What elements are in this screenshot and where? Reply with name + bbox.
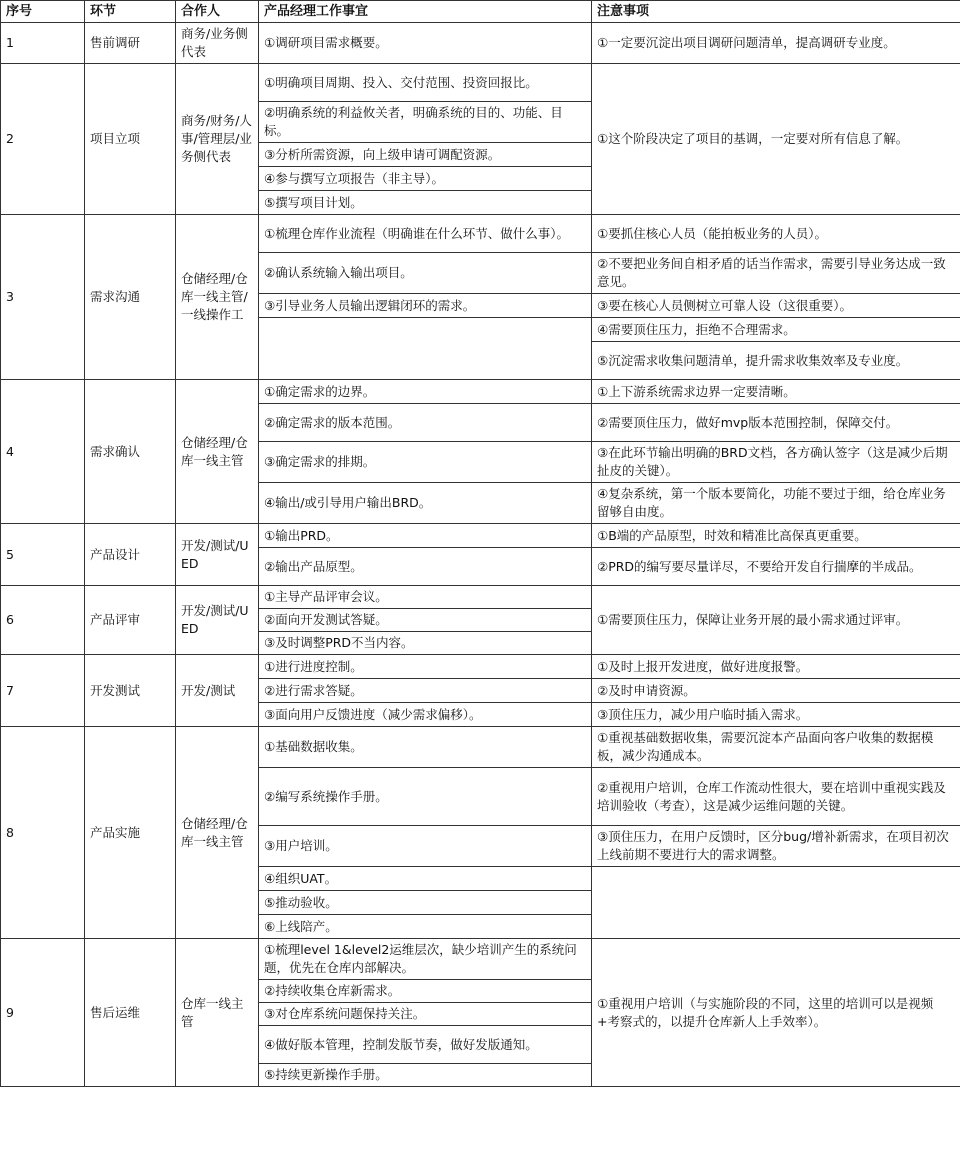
note-cell: ④复杂系统，第一个版本要简化，功能不要过于细，给仓库业务留够自由度。 xyxy=(592,483,960,524)
note-cell: ①上下游系统需求边界一定要清晰。 xyxy=(592,380,960,404)
table-row xyxy=(1,939,960,980)
owner-cell: 仓储经理/仓库一线主管 xyxy=(176,380,259,524)
row-number: 2 xyxy=(1,64,85,215)
table-row xyxy=(1,655,960,679)
note-cell: ③在此环节输出明确的BRD文档，各方确认签字（这是减少后期扯皮的关键）。 xyxy=(592,442,960,483)
note-cell: ①重视用户培训（与实施阶段的不同，这里的培训可以是视频+考察式的，以提升仓库新人上手效率）。 xyxy=(592,939,960,1087)
row-number: 4 xyxy=(1,380,85,524)
task-cell: ①明确项目周期、投入、交付范围、投资回报比。 xyxy=(259,64,592,102)
task-cell: ②进行需求答疑。 xyxy=(259,679,592,703)
table-row xyxy=(1,727,960,768)
note-cell: ⑤沉淀需求收集问题清单，提升需求收集效率及专业度。 xyxy=(592,342,960,380)
task-cell: ②编写系统操作手册。 xyxy=(259,768,592,826)
task-cell: ①进行进度控制。 xyxy=(259,655,592,679)
stage-cell: 开发测试 xyxy=(85,655,176,727)
row-number: 1 xyxy=(1,23,85,64)
task-cell-empty xyxy=(259,318,592,380)
task-cell: ④参与撰写立项报告（非主导）。 xyxy=(259,167,592,191)
note-cell: ①这个阶段决定了项目的基调，一定要对所有信息了解。 xyxy=(592,64,960,215)
note-cell: ②不要把业务间自相矛盾的话当作需求，需要引导业务达成一致意见。 xyxy=(592,253,960,294)
task-cell: ②输出产品原型。 xyxy=(259,548,592,586)
table-row xyxy=(1,64,960,102)
task-cell: ③及时调整PRD不当内容。 xyxy=(259,632,592,655)
owner-cell: 商务/财务/人事/管理层/业务侧代表 xyxy=(176,64,259,215)
note-cell: ③顶住压力，在用户反馈时，区分bug/增补新需求，在项目初次上线前期不要进行大的需求调整。 xyxy=(592,826,960,867)
header-row xyxy=(1,1,960,23)
note-cell: ①需要顶住压力，保障让业务开展的最小需求通过评审。 xyxy=(592,586,960,655)
table-row xyxy=(1,215,960,253)
stage-cell: 售前调研 xyxy=(85,23,176,64)
owner-cell: 仓库一线主管 xyxy=(176,939,259,1087)
row-number: 6 xyxy=(1,586,85,655)
owner-cell: 仓储经理/仓库一线主管/一线操作工 xyxy=(176,215,259,380)
note-cell: ②需要顶住压力，做好mvp版本范围控制，保障交付。 xyxy=(592,404,960,442)
owner-cell: 开发/测试/UED xyxy=(176,586,259,655)
owner-cell: 开发/测试 xyxy=(176,655,259,727)
task-cell: ②确定需求的版本范围。 xyxy=(259,404,592,442)
task-cell: ④组织UAT。 xyxy=(259,867,592,891)
header-stage: 环节 xyxy=(85,1,176,23)
table-row xyxy=(1,380,960,404)
note-cell: ①及时上报开发进度，做好进度报警。 xyxy=(592,655,960,679)
note-cell: ②PRD的编写要尽量详尽，不要给开发自行揣摩的半成品。 xyxy=(592,548,960,586)
note-cell: ④需要顶住压力，拒绝不合理需求。 xyxy=(592,318,960,342)
note-cell: ③顶住压力，减少用户临时插入需求。 xyxy=(592,703,960,727)
row-number: 8 xyxy=(1,727,85,939)
task-cell: ①主导产品评审会议。 xyxy=(259,586,592,609)
note-cell: ①要抓住核心人员（能拍板业务的人员）。 xyxy=(592,215,960,253)
owner-cell: 开发/测试/UED xyxy=(176,524,259,586)
task-cell: ①梳理level 1&level2运维层次，缺少培训产生的系统问题，优先在仓库内部解决。 xyxy=(259,939,592,980)
header-num: 序号 xyxy=(1,1,85,23)
row-number: 9 xyxy=(1,939,85,1087)
row-number: 7 xyxy=(1,655,85,727)
task-cell: ②确认系统输入输出项目。 xyxy=(259,253,592,294)
task-cell: ③用户培训。 xyxy=(259,826,592,867)
task-cell: ③分析所需资源，向上级申请可调配资源。 xyxy=(259,143,592,167)
stage-cell: 售后运维 xyxy=(85,939,176,1087)
table-row xyxy=(1,23,960,64)
task-cell: ①调研项目需求概要。 xyxy=(259,23,592,64)
owner-cell: 仓储经理/仓库一线主管 xyxy=(176,727,259,939)
stage-cell: 产品实施 xyxy=(85,727,176,939)
owner-cell: 商务/业务侧代表 xyxy=(176,23,259,64)
task-cell: ②面向开发测试答疑。 xyxy=(259,609,592,632)
task-cell: ①梳理仓库作业流程（明确谁在什么环节、做什么事）。 xyxy=(259,215,592,253)
table-row xyxy=(1,586,960,609)
note-cell: ①一定要沉淀出项目调研问题清单，提高调研专业度。 xyxy=(592,23,960,64)
task-cell: ③引导业务人员输出逻辑闭环的需求。 xyxy=(259,294,592,318)
note-cell-empty xyxy=(592,867,960,939)
task-cell: ④输出/或引导用户输出BRD。 xyxy=(259,483,592,524)
note-cell: ③要在核心人员侧树立可靠人设（这很重要）。 xyxy=(592,294,960,318)
task-cell: ①输出PRD。 xyxy=(259,524,592,548)
row-number: 3 xyxy=(1,215,85,380)
task-cell: ⑤持续更新操作手册。 xyxy=(259,1064,592,1087)
stage-cell: 产品评审 xyxy=(85,586,176,655)
stage-cell: 项目立项 xyxy=(85,64,176,215)
task-cell: ①确定需求的边界。 xyxy=(259,380,592,404)
task-cell: ⑥上线陪产。 xyxy=(259,915,592,939)
task-cell: ③面向用户反馈进度（减少需求偏移）。 xyxy=(259,703,592,727)
task-cell: ③对仓库系统问题保持关注。 xyxy=(259,1003,592,1026)
stage-cell: 产品设计 xyxy=(85,524,176,586)
stage-cell: 需求确认 xyxy=(85,380,176,524)
header-owner: 合作人 xyxy=(176,1,259,23)
stage-cell: 需求沟通 xyxy=(85,215,176,380)
note-cell: ①重视基础数据收集，需要沉淀本产品面向客户收集的数据模板，减少沟通成本。 xyxy=(592,727,960,768)
header-tasks: 产品经理工作事宜 xyxy=(259,1,592,23)
row-number: 5 xyxy=(1,524,85,586)
task-cell: ③确定需求的排期。 xyxy=(259,442,592,483)
header-notes: 注意事项 xyxy=(592,1,960,23)
task-cell: ⑤推动验收。 xyxy=(259,891,592,915)
task-cell: ④做好版本管理，控制发版节奏，做好发版通知。 xyxy=(259,1026,592,1064)
task-cell: ②持续收集仓库新需求。 xyxy=(259,980,592,1003)
note-cell: ②及时申请资源。 xyxy=(592,679,960,703)
table-row xyxy=(1,524,960,548)
note-cell: ①B端的产品原型，时效和精准比高保真更重要。 xyxy=(592,524,960,548)
task-cell: ⑤撰写项目计划。 xyxy=(259,191,592,215)
task-cell: ②明确系统的利益攸关者，明确系统的目的、功能、目标。 xyxy=(259,102,592,143)
note-cell: ②重视用户培训，仓库工作流动性很大，要在培训中重视实践及培训验收（考查），这是减少运维问题的关键。 xyxy=(592,768,960,826)
task-cell: ①基础数据收集。 xyxy=(259,727,592,768)
